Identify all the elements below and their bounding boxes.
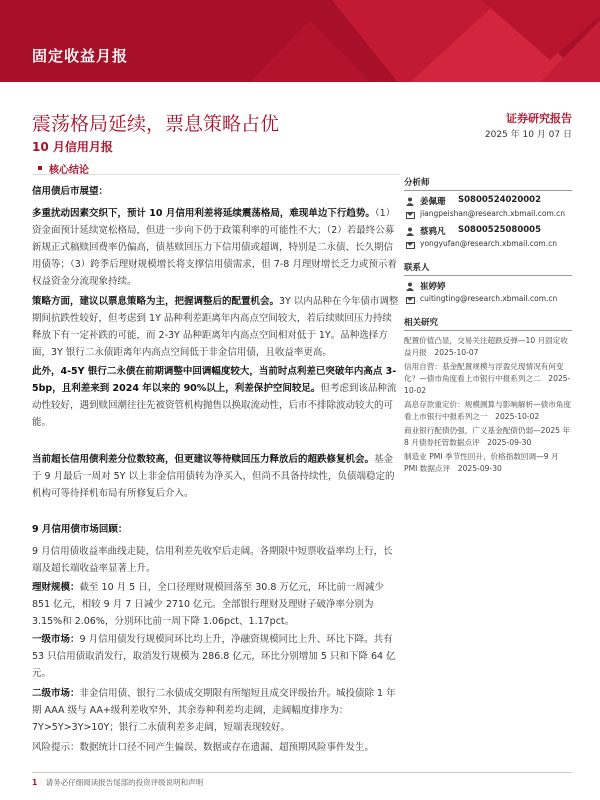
person-icon (406, 197, 414, 206)
analyst-cert: S0800525080005 (458, 225, 542, 235)
footer (32, 777, 203, 788)
paragraph: 此外，4-5Y 银行二永债在前期调整中回调幅度较大，当前时点利差已突破年内高点 3-5bp，且利差来到 2024 年以来的 90%以上，利差保护空间较足。但考虑到该品种流动性较好，遇到赎回潮往往先被资管机构抛售以换取流动性，后市不排除波动较大的可能。 (32, 366, 397, 428)
email-icon (406, 297, 415, 304)
email-icon (406, 242, 415, 249)
paragraph: 策略方面，建议以票息策略为主，把握调整后的配置机会。3Y 以内品种在今年债市调整期间抗跌性较好，但考虑到 1Y 品种利差距离年内高点空间较大，若后续赎回压力持续释放下有一定补跌的可能，而 2-3Y 品种距离年内高点空间相对低于 1Y。品种选择方面，3Y 银行二永债距离年内高点空间低于非金信用债，且收益率更高。 (32, 296, 399, 358)
analyst-email[interactable]: yongyufan@research.xbmail.com.cn (420, 239, 557, 248)
contact-row (404, 280, 572, 294)
email-row (404, 209, 572, 223)
sidebar (404, 176, 572, 477)
paragraph: 当前超长信用债利差分位数较高，但更建议等待赎回压力释放后的超跌修复机会。基金于 9 月最后一周对 5Y 以上非金信用债转为净买入，但尚不具备持续性，负债端稳定的机构可等待择机布局有所修复后介入。 (32, 454, 395, 499)
report-date: 2025 年 10 月 07 日 (484, 130, 572, 140)
related-research-item[interactable]: 商业银行配债仍强，广义基金配债仍弱—2025 年 8 月债券托管数据点评 2025-09-30 (404, 426, 571, 447)
paragraph: 一级市场：9 月信用债发行规模同环比均上升，净融资规模同比上升、环比下降。共有 53 只信用债取消发行，取消发行规模为 286.8 亿元，环比分别增加 5 只和下降 64 亿元。 (32, 634, 396, 679)
contact-name: 崔婷婷 (420, 282, 446, 292)
header-decoration (540, 10, 600, 82)
core-conclusion-heading (32, 161, 400, 175)
related-research-list (404, 335, 572, 475)
disclaimer-note: 请务必仔细阅读报告尾部的投资评级说明和声明 (45, 778, 204, 787)
contact-heading: 联系人 (404, 261, 572, 276)
contact-email[interactable]: cuitingting@research.xbmail.com.cn (420, 294, 558, 303)
report-title: 震荡格局延续，票息策略占优 (32, 113, 280, 135)
related-research-item[interactable]: 制造业 PMI 季节性回升，价格指数回调—9 月 PMI 数据点评 2025-09-30 (404, 452, 559, 473)
risk-warning: 风险提示：数据统计口径不同产生偏误、数据或存在遗漏、超预期风险事件发生。 (32, 742, 375, 753)
person-icon (406, 227, 414, 236)
bullet-icon (38, 166, 42, 170)
paragraph: 多重扰动因素交织下，预计 10 月信用利差将延续震荡格局，难现单边下行趋势。（1）资金面预计延续宽松格局，但进一步向下仍于政策利率的可能性不大；（2）若最终公募新规正式稿赎回费率仍偏高，债基赎回压力下信用债或超调，特别是二永债、长久期信用债等；（3）跨季后理财规模增长将支撑信用债需求，但 7-8 月理财增长乏力或预示着权益资金分流现象持续。 (32, 208, 397, 287)
analyst-row (404, 195, 572, 209)
footer-divider (32, 772, 572, 773)
person-icon (406, 282, 414, 291)
email-icon (406, 212, 415, 219)
related-research-item[interactable]: 高息存款重定价：规模测算与影响解析—债市角度看上市银行中报系列之一 2025-10-02 (404, 400, 572, 421)
outlook-heading: 信用债后市展望： (32, 186, 109, 197)
analyst-email[interactable]: jiangpeishan@research.xbmail.com.cn (420, 209, 566, 218)
core-heading-label: 核心结论 (49, 165, 89, 176)
analyst-row (404, 225, 572, 239)
report-type: 证券研究报告 (506, 112, 572, 125)
analyst-name: 姜佩珊 (420, 197, 446, 207)
page-number: 1 (32, 778, 38, 787)
report-subtitle: 10 月信用月报 (32, 140, 113, 154)
related-research-item[interactable]: 信用自营：基金配置规模与浮盈兑现情况有何变化？—债市角度看上市银行中报系列之二 2025-10-02 (404, 362, 571, 395)
related-research-heading: 相关研究 (404, 316, 572, 331)
analysts-heading: 分析师 (404, 176, 572, 191)
header-title: 固定收益月报 (32, 47, 129, 65)
paragraph: 9 月信用债收益率曲线走陡，信用利差先收窄后走阔。各期限中短票收益率均上行，长端及超长端收益率显著上升。 (32, 546, 393, 574)
paragraph: 理财规模：截至 10 月 5 日，全口径理财规模回落至 30.8 万亿元，环比前一周减少 851 亿元，相较 9 月 7 日减少 2710 亿元。全部银行理财及理财子破净率分别为 3.15%和 2.06%，分别环比前一周下降 1.06pct、1.17pct。 (32, 582, 384, 627)
header-band (0, 0, 600, 82)
related-research-item[interactable]: 配置价值凸显，交易关注超跌反弹—10 月固定收益月报 2025-10-07 (404, 336, 568, 357)
analyst-name: 蔡鸦凡 (420, 227, 446, 237)
review-heading: 9 月信用债市场回顾： (32, 524, 128, 535)
email-row (404, 294, 572, 308)
email-row (404, 239, 572, 253)
paragraph: 二级市场：非金信用债、银行二永债成交期限有所缩短且成交评级抬升。城投债除 1 年期 AAA 级与 AA+级利差收窄外，其余券种利差均走阔，走阔幅度排序为：7Y>5Y>3Y>10Y；银行二永债利差多走阔，短端表现较好。 (32, 688, 396, 733)
analyst-cert: S0800524020002 (458, 195, 542, 205)
